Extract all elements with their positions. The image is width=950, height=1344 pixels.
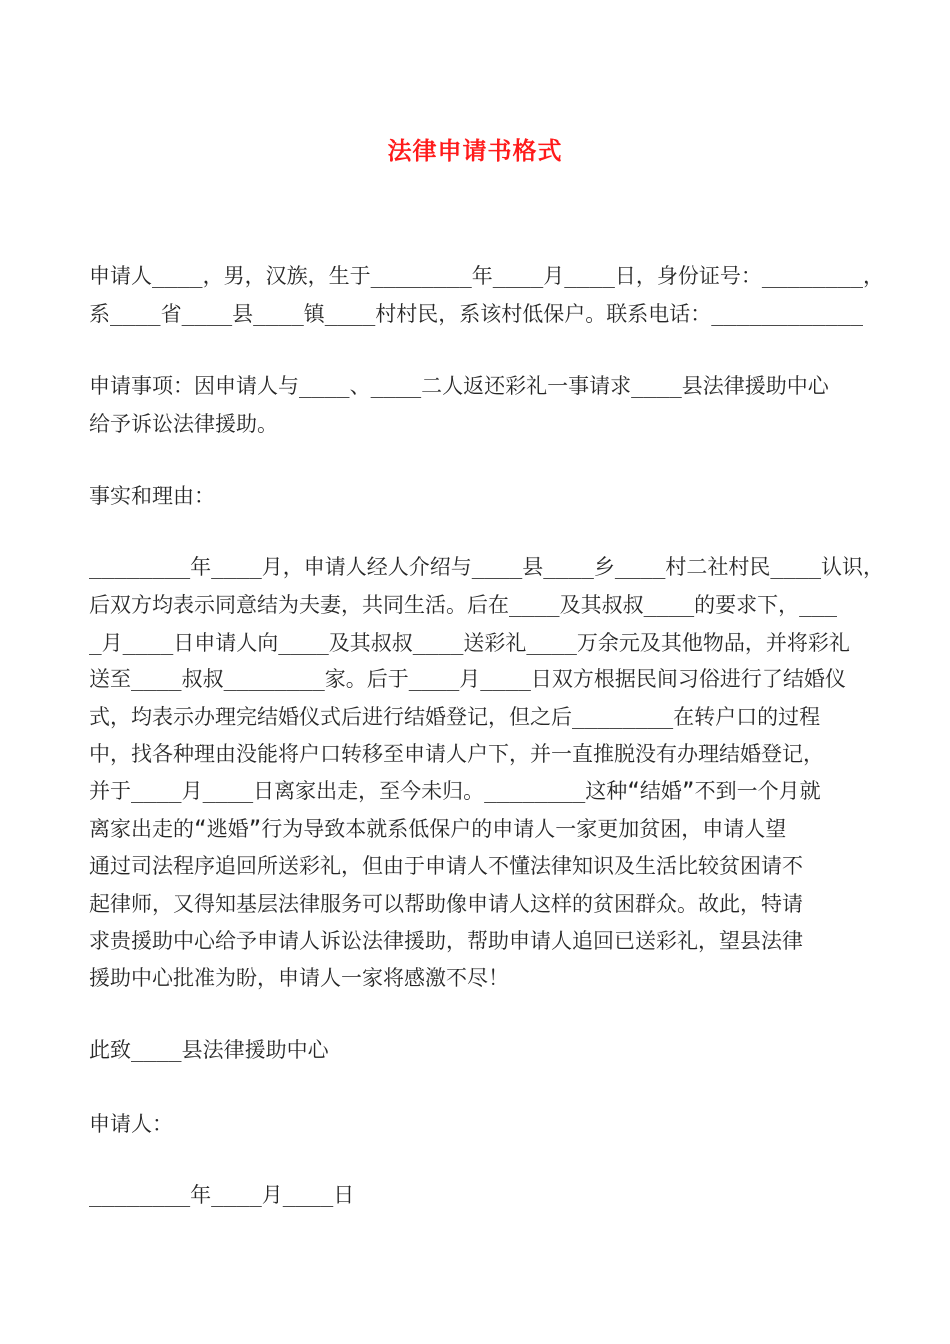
request-line-2: 给予诉讼法律援助。	[89, 412, 278, 436]
applicant-info-line-2: 系____省____县____镇____村村民，系该村低保户。联系电话：____________	[89, 302, 864, 326]
applicant-info-line-1: 申请人____，男，汉族，生于________年____月____日，身份证号：________，	[89, 264, 885, 288]
facts-line-12: 援助中心批准为盼，申请人一家将感激不尽！	[89, 966, 509, 990]
facts-line-7: 并于____月____日离家出走，至今未归。________这种“结婚”不到一个月就	[89, 779, 821, 803]
facts-line-6: 中，找各种理由没能将户口转移至申请人户下，并一直推脱没有办理结婚登记，	[89, 742, 824, 766]
request-line-1: 申请事项：因申请人与____、____二人返还彩礼一事请求____县法律援助中心	[89, 374, 829, 398]
facts-line-3: _月____日申请人向____及其叔叔____送彩礼____万余元及其他物品，并将彩礼	[89, 631, 850, 655]
facts-line-4: 送至____叔叔________家。后于____月____日双方根据民间习俗进行了结婚仪	[89, 667, 846, 691]
facts-line-10: 起律师，又得知基层法律服务可以帮助像申请人这样的贫困群众。故此，特请	[89, 892, 803, 916]
facts-line-1: ________年____月，申请人经人介绍与____县____乡____村二社村民____认识，	[89, 555, 885, 579]
facts-line-2: 后双方均表示同意结为夫妻，共同生活。后在____及其叔叔____的要求下，___	[89, 593, 838, 617]
facts-line-9: 通过司法程序追回所送彩礼，但由于申请人不懂法律知识及生活比较贫困请不	[89, 854, 803, 878]
facts-line-8: 离家出走的“逃婚”行为导致本就系低保户的申请人一家更加贫困，申请人望	[89, 817, 787, 841]
document-title: 法律申请书格式	[387, 137, 563, 165]
facts-heading: 事实和理由：	[89, 484, 215, 508]
signature-label: 申请人：	[89, 1112, 173, 1136]
salutation-line: 此致____县法律援助中心	[89, 1038, 329, 1062]
facts-line-5: 式，均表示办理完结婚仪式后进行结婚登记，但之后________在转户口的过程	[89, 705, 821, 729]
date-line: ________年____月____日	[89, 1183, 355, 1207]
facts-line-11: 求贵援助中心给予申请人诉讼法律援助，帮助申请人追回已送彩礼，望县法律	[89, 929, 803, 953]
